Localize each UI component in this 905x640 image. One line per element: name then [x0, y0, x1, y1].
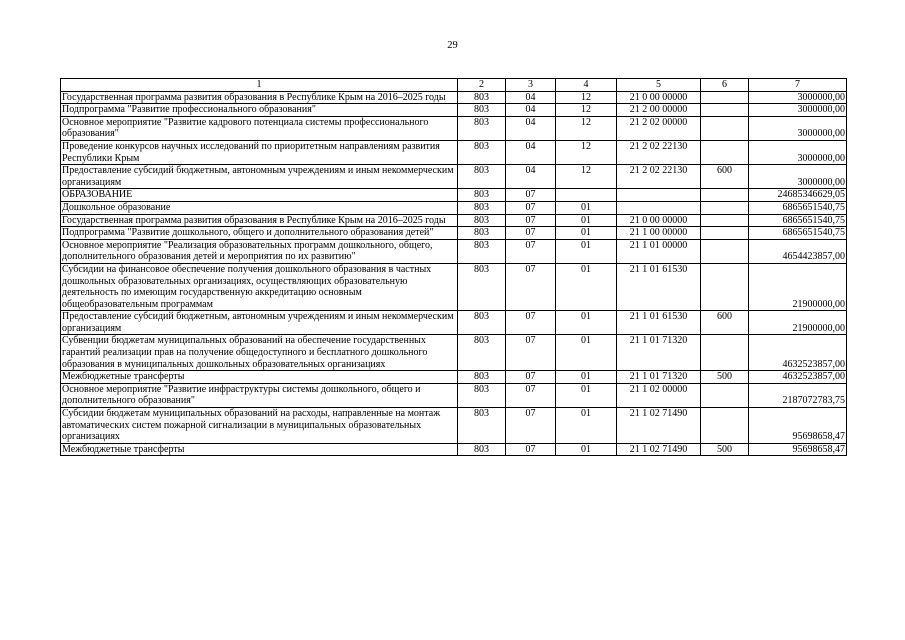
ministry-code: 803	[458, 335, 506, 371]
subsection-code: 01	[556, 201, 617, 214]
row-description: Предоставление субсидий бюджетным, автономным учреждениям и иным некоммерческим организациям	[61, 165, 458, 189]
subsection-code: 01	[556, 311, 617, 335]
section-code: 07	[506, 201, 556, 214]
row-description: Межбюджетные трансферты	[61, 371, 458, 384]
row-description: Субсидии на финансовое обеспечение получения дошкольного образования в частных дошкольных образовательных организациях, осуществляющих образовательную деятельность по имеющим государственную аккредитацию основным общеобразовательным программам	[61, 263, 458, 310]
row-description: Межбюджетные трансферты	[61, 443, 458, 456]
expense-type-code	[701, 239, 749, 263]
section-code: 07	[506, 214, 556, 227]
amount: 3000000,00	[749, 104, 847, 117]
amount: 95698658,47	[749, 443, 847, 456]
expense-type-code	[701, 227, 749, 240]
subsection-code: 12	[556, 165, 617, 189]
section-code: 04	[506, 140, 556, 164]
section-code: 07	[506, 443, 556, 456]
ministry-code: 803	[458, 91, 506, 104]
row-description: Основное мероприятие "Реализация образовательных программ дошкольного, общего, дополнительного образования детей и мероприятия по их развитию"	[61, 239, 458, 263]
table-row	[61, 189, 847, 202]
amount: 6865651540,75	[749, 227, 847, 240]
subsection-code: 01	[556, 371, 617, 384]
target-article-code	[617, 189, 701, 202]
row-description: Субвенции бюджетам муниципальных образований на обеспечение государственных гарантий реализации прав на получение общедоступного и бесплатного дошкольного образования в муниципальных дошкольных образовательных организациях	[61, 335, 458, 371]
amount: 4654423857,00	[749, 239, 847, 263]
row-description: Государственная программа развития образования в Республике Крым на 2016–2025 годы	[61, 214, 458, 227]
expense-type-code: 500	[701, 443, 749, 456]
amount: 21900000,00	[749, 263, 847, 310]
table-body	[61, 79, 847, 456]
target-article-code: 21 1 01 71320	[617, 335, 701, 371]
target-article-code: 21 1 01 71320	[617, 371, 701, 384]
ministry-code: 803	[458, 371, 506, 384]
expense-type-code	[701, 408, 749, 444]
expense-type-code: 600	[701, 165, 749, 189]
table-row	[61, 91, 847, 104]
header-cell: 2	[458, 79, 506, 92]
section-code: 04	[506, 165, 556, 189]
expense-type-code	[701, 201, 749, 214]
section-code: 07	[506, 263, 556, 310]
subsection-code: 01	[556, 239, 617, 263]
expense-type-code	[701, 383, 749, 407]
header-cell: 6	[701, 79, 749, 92]
table-row	[61, 371, 847, 384]
amount: 21900000,00	[749, 311, 847, 335]
amount: 2187072783,75	[749, 383, 847, 407]
ministry-code: 803	[458, 140, 506, 164]
ministry-code: 803	[458, 443, 506, 456]
amount: 6865651540,75	[749, 214, 847, 227]
header-cell: 7	[749, 79, 847, 92]
table-row	[61, 311, 847, 335]
amount: 3000000,00	[749, 165, 847, 189]
expense-type-code	[701, 335, 749, 371]
row-description: Основное мероприятие "Развитие кадрового потенциала системы профессионального образования"	[61, 116, 458, 140]
amount: 4632523857,00	[749, 371, 847, 384]
target-article-code: 21 1 01 61530	[617, 263, 701, 310]
table-row	[61, 443, 847, 456]
section-code: 07	[506, 383, 556, 407]
row-description: Субсидии бюджетам муниципальных образований на расходы, направленные на монтаж автоматических систем пожарной сигнализации в муниципальных образовательных организациях	[61, 408, 458, 444]
row-description: Основное мероприятие "Развитие инфраструктуры системы дошкольного, общего и дополнительного образования"	[61, 383, 458, 407]
subsection-code: 12	[556, 104, 617, 117]
amount: 95698658,47	[749, 408, 847, 444]
target-article-code: 21 1 02 71490	[617, 408, 701, 444]
table-row	[61, 201, 847, 214]
header-cell: 3	[506, 79, 556, 92]
row-description: Дошкольное образование	[61, 201, 458, 214]
section-code: 07	[506, 227, 556, 240]
table-row	[61, 227, 847, 240]
target-article-code: 21 1 01 00000	[617, 239, 701, 263]
ministry-code: 803	[458, 383, 506, 407]
ministry-code: 803	[458, 227, 506, 240]
subsection-code: 01	[556, 408, 617, 444]
subsection-code: 01	[556, 335, 617, 371]
amount: 6865651540,75	[749, 201, 847, 214]
ministry-code: 803	[458, 263, 506, 310]
table-row	[61, 335, 847, 371]
expense-type-code	[701, 116, 749, 140]
expense-type-code	[701, 214, 749, 227]
ministry-code: 803	[458, 116, 506, 140]
ministry-code: 803	[458, 214, 506, 227]
subsection-code: 12	[556, 140, 617, 164]
header-row	[61, 79, 847, 92]
ministry-code: 803	[458, 189, 506, 202]
target-article-code: 21 1 00 00000	[617, 227, 701, 240]
target-article-code: 21 1 02 71490	[617, 443, 701, 456]
header-cell: 4	[556, 79, 617, 92]
subsection-code	[556, 189, 617, 202]
row-description: ОБРАЗОВАНИЕ	[61, 189, 458, 202]
table-row	[61, 408, 847, 444]
section-code: 07	[506, 371, 556, 384]
section-code: 04	[506, 91, 556, 104]
header-cell: 5	[617, 79, 701, 92]
row-description: Предоставление субсидий бюджетным, автономным учреждениям и иным некоммерческим организациям	[61, 311, 458, 335]
amount: 3000000,00	[749, 91, 847, 104]
subsection-code: 01	[556, 443, 617, 456]
target-article-code: 21 2 02 22130	[617, 140, 701, 164]
subsection-code: 12	[556, 116, 617, 140]
expense-type-code	[701, 189, 749, 202]
target-article-code: 21 1 02 00000	[617, 383, 701, 407]
table-row	[61, 104, 847, 117]
ministry-code: 803	[458, 104, 506, 117]
target-article-code	[617, 201, 701, 214]
subsection-code: 01	[556, 383, 617, 407]
subsection-code: 12	[556, 91, 617, 104]
amount: 24685346629,05	[749, 189, 847, 202]
expense-type-code	[701, 263, 749, 310]
expense-type-code: 600	[701, 311, 749, 335]
table-row	[61, 383, 847, 407]
ministry-code: 803	[458, 311, 506, 335]
expense-type-code	[701, 91, 749, 104]
row-description: Подпрограмма "Развитие профессионального образования"	[61, 104, 458, 117]
amount: 3000000,00	[749, 116, 847, 140]
ministry-code: 803	[458, 201, 506, 214]
header-cell: 1	[61, 79, 458, 92]
table-row	[61, 239, 847, 263]
ministry-code: 803	[458, 408, 506, 444]
target-article-code: 21 2 02 00000	[617, 116, 701, 140]
ministry-code: 803	[458, 239, 506, 263]
subsection-code: 01	[556, 214, 617, 227]
amount: 4632523857,00	[749, 335, 847, 371]
section-code: 07	[506, 239, 556, 263]
page-number: 29	[447, 40, 458, 51]
amount: 3000000,00	[749, 140, 847, 164]
table-row	[61, 214, 847, 227]
section-code: 07	[506, 335, 556, 371]
row-description: Проведение конкурсов научных исследований по приоритетным направлениям развития Республики Крым	[61, 140, 458, 164]
expense-type-code	[701, 140, 749, 164]
subsection-code: 01	[556, 227, 617, 240]
section-code: 07	[506, 408, 556, 444]
target-article-code: 21 1 01 61530	[617, 311, 701, 335]
section-code: 04	[506, 116, 556, 140]
target-article-code: 21 2 02 22130	[617, 165, 701, 189]
target-article-code: 21 0 00 00000	[617, 91, 701, 104]
target-article-code: 21 2 00 00000	[617, 104, 701, 117]
expense-type-code: 500	[701, 371, 749, 384]
table-row	[61, 116, 847, 140]
section-code: 07	[506, 311, 556, 335]
expense-type-code	[701, 104, 749, 117]
row-description: Подпрограмма "Развитие дошкольного, общего и дополнительного образования детей"	[61, 227, 458, 240]
table-row	[61, 263, 847, 310]
budget-table	[60, 78, 847, 456]
section-code: 07	[506, 189, 556, 202]
target-article-code: 21 0 00 00000	[617, 214, 701, 227]
table-row	[61, 140, 847, 164]
ministry-code: 803	[458, 165, 506, 189]
subsection-code: 01	[556, 263, 617, 310]
table-row	[61, 165, 847, 189]
row-description: Государственная программа развития образования в Республике Крым на 2016–2025 годы	[61, 91, 458, 104]
section-code: 04	[506, 104, 556, 117]
